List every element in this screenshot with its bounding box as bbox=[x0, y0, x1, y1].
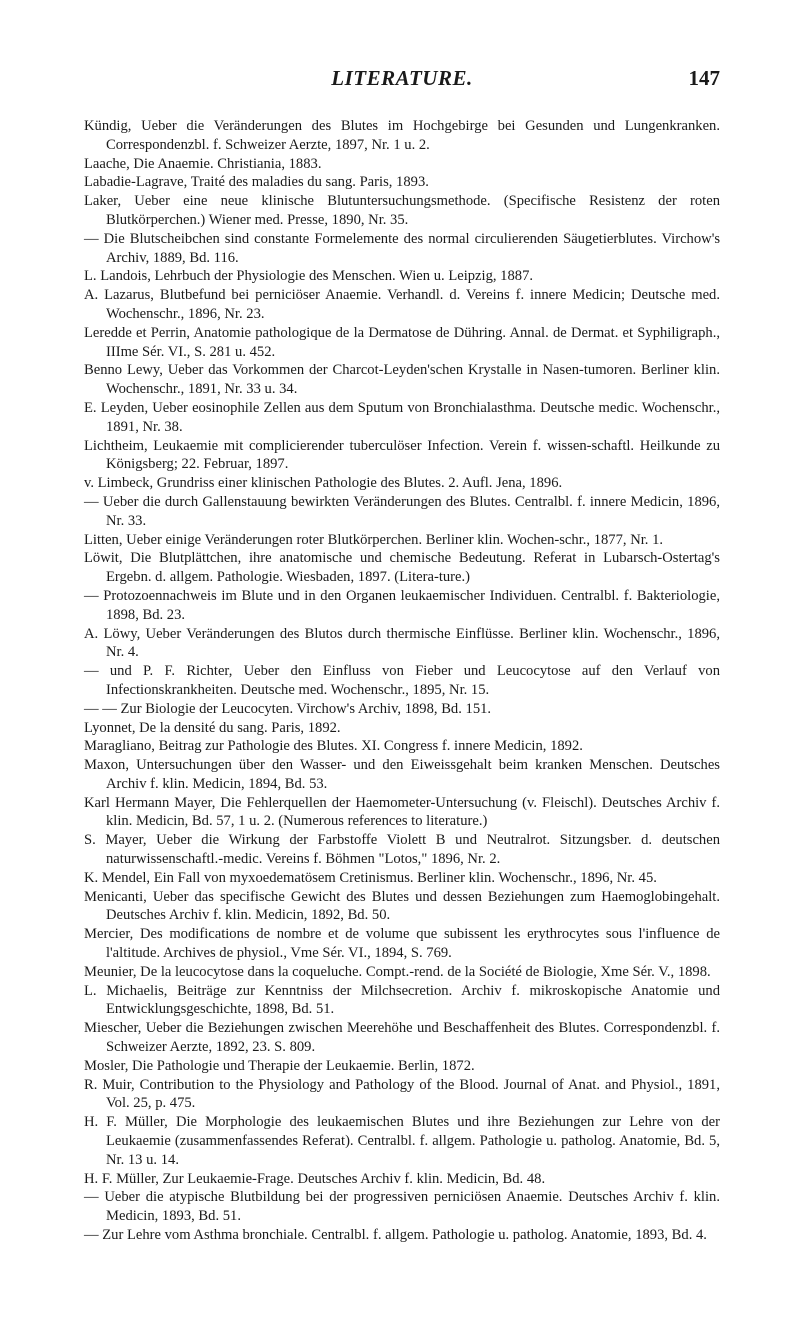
reference-entry: — Die Blutscheibchen sind constante Formelemente des normal circulierenden Säugetierblutes. Virchow's Archiv, 1889, Bd. 116. bbox=[84, 230, 720, 266]
reference-entry: Litten, Ueber einige Veränderungen roter Blutkörperchen. Berliner klin. Wochen-schr., 1877, Nr. 1. bbox=[84, 531, 664, 548]
reference-entry: Karl Hermann Mayer, Die Fehlerquellen der Haemometer-Untersuchung (v. Fleischl). Deutsches Archiv f. klin. Medicin, Bd. 57, 1 u. 2. (Numerous references to literature.) bbox=[84, 794, 720, 830]
reference-entry: Benno Lewy, Ueber das Vorkommen der Charcot-Leyden'schen Krystalle in Nasen-tumoren. Berliner klin. Wochenschr., 1891, Nr. 33 u. 34. bbox=[84, 362, 720, 398]
reference-entry: — und P. F. Richter, Ueber den Einfluss von Fieber und Leucocytose auf den Verlauf von Infectionskrankheiten. Deutsche med. Wochenschr., 1895, Nr. 15. bbox=[84, 663, 720, 698]
reference-entry: Löwit, Die Blutplättchen, ihre anatomische und chemische Bedeutung. Referat in Lubarsch-Ostertag's Ergebn. d. allgem. Pathologie. Wiesbaden, 1897. (Litera-ture.) bbox=[84, 550, 720, 586]
reference-entry: Leredde et Perrin, Anatomie pathologique de la Dermatose de Dühring. Annal. de Dermat. et Syphiligraph., IIIme Sér. VI., S. 281 u. 452. bbox=[84, 324, 720, 360]
reference-entry: A. Löwy, Ueber Veränderungen des Blutos durch thermische Einflüsse. Berliner klin. Wochenschr., 1896, Nr. 4. bbox=[84, 625, 720, 661]
reference-entry: Laker, Ueber eine neue klinische Blutuntersuchungsmethode. (Specifische Resistenz der roten Blutkörperchen.) Wiener med. Presse, 1890, Nr. 35. bbox=[84, 193, 720, 228]
reference-entry: Meunier, De la leucocytose dans la coqueluche. Compt.-rend. de la Société de Biologie, Xme Sér. V., 1898. bbox=[84, 963, 711, 980]
reference-entry: Maxon, Untersuchungen über den Wasser- und den Eiweissgehalt beim kranken Menschen. Deutsches Archiv f. klin. Medicin, 1894, Bd. 53. bbox=[84, 757, 720, 792]
reference-entry: E. Leyden, Ueber eosinophile Zellen aus dem Sputum von Bronchialasthma. Deutsche medic. Wochenschr., 1891, Nr. 38. bbox=[84, 399, 720, 435]
reference-entry: H. F. Müller, Zur Leukaemie-Frage. Deutsches Archiv f. klin. Medicin, Bd. 48. bbox=[84, 1170, 546, 1187]
reference-entry: R. Muir, Contribution to the Physiology and Pathology of the Blood. Journal of Anat. and Physiol., 1891, Vol. 25, p. 475. bbox=[84, 1076, 720, 1112]
reference-entry: Lyonnet, De la densité du sang. Paris, 1892. bbox=[84, 719, 341, 736]
reference-entry: Labadie-Lagrave, Traité des maladies du sang. Paris, 1893. bbox=[84, 174, 429, 191]
reference-entry: — Protozoennachweis im Blute und in den Organen leukaemischer Individuen. Centralbl. f. Bakteriologie, 1898, Bd. 23. bbox=[84, 587, 720, 623]
reference-entry: v. Limbeck, Grundriss einer klinischen Pathologie des Blutes. 2. Aufl. Jena, 1896. bbox=[84, 475, 563, 492]
reference-entry: Lichtheim, Leukaemie mit complicierender tuberculöser Infection. Verein f. wissen-schaftl. Heilkunde zu Königsberg; 22. Februar, 1897. bbox=[84, 437, 720, 473]
reference-entry: Miescher, Ueber die Beziehungen zwischen Meerehöhe und Beschaffenheit des Blutes. Correspondenzbl. f. Schweizer Aerzte, 1892, 23. S. 809. bbox=[84, 1020, 720, 1056]
reference-entry: — — Zur Biologie der Leucocyten. Virchow's Archiv, 1898, Bd. 151. bbox=[84, 700, 492, 717]
reference-entry: S. Mayer, Ueber die Wirkung der Farbstoffe Violett B und Neutralrot. Sitzungsber. d. deutschen naturwissenschaftl.-medic. Vereins f. Böhmen "Lotos," 1896, Nr. 2. bbox=[84, 832, 720, 868]
reference-entry: L. Landois, Lehrbuch der Physiologie des Menschen. Wien u. Leipzig, 1887. bbox=[84, 268, 534, 285]
reference-entry: — Ueber die durch Gallenstauung bewirkten Veränderungen des Blutes. Centralbl. f. innere Medicin, 1896, Nr. 33. bbox=[84, 493, 720, 529]
page-header bbox=[84, 66, 720, 96]
reference-entry: K. Mendel, Ein Fall von myxoedematösem Cretinismus. Berliner klin. Wochenschr., 1896, Nr. 45. bbox=[84, 869, 657, 886]
reference-entry: — Ueber die atypische Blutbildung bei der progressiven perniciösen Anaemie. Deutsches Archiv f. klin. Medicin, 1893, Bd. 51. bbox=[84, 1189, 720, 1225]
page-number: 147 bbox=[688, 66, 720, 90]
reference-entry: Menicanti, Ueber das specifische Gewicht des Blutes und dessen Beziehungen zum Haemoglobingehalt. Deutsches Archiv f. klin. Medicin, 1892, Bd. 50. bbox=[84, 888, 720, 924]
reference-entry: Mercier, Des modifications de nombre et de volume que subissent les erythrocytes sous l'influence de l'altitude. Archives de physiol., Vme Sér. VI., 1894, S. 769. bbox=[84, 926, 720, 962]
reference-entry: Kündig, Ueber die Veränderungen des Blutes im Hochgebirge bei Gesunden und Lungenkranken. Correspondenzbl. f. Schweizer Aerzte, 1897, Nr. 1 u. 2. bbox=[84, 118, 720, 153]
reference-entry: A. Lazarus, Blutbefund bei perniciöser Anaemie. Verhandl. d. Vereins f. innere Medicin; Deutsche med. Wochenschr., 1896, Nr. 23. bbox=[84, 287, 720, 322]
reference-entry: H. F. Müller, Die Morphologie des leukaemischen Blutes und ihre Beziehungen zur Lehre von der Leukaemie (zusammenfassendes Referat). Centralbl. f. allgem. Pathologie u. patholog. Anatomie, Bd. 5, Nr. 13 u. 14. bbox=[84, 1114, 720, 1168]
reference-entry: Maragliano, Beitrag zur Pathologie des Blutes. XI. Congress f. innere Medicin, 1892. bbox=[84, 738, 583, 755]
reference-entry: L. Michaelis, Beiträge zur Kenntniss der Milchsecretion. Archiv f. mikroskopische Anatomie und Entwicklungsgeschichte, 1898, Bd. 51. bbox=[84, 982, 720, 1018]
reference-entry: Mosler, Die Pathologie und Therapie der Leukaemie. Berlin, 1872. bbox=[84, 1057, 475, 1074]
reference-entry: — Zur Lehre vom Asthma bronchiale. Centralbl. f. allgem. Pathologie u. patholog. Anatomie, 1893, Bd. 4. bbox=[84, 1227, 707, 1244]
running-head: LITERATURE. bbox=[331, 66, 473, 90]
reference-list bbox=[84, 117, 720, 1245]
reference-entry: Laache, Die Anaemie. Christiania, 1883. bbox=[84, 155, 322, 172]
